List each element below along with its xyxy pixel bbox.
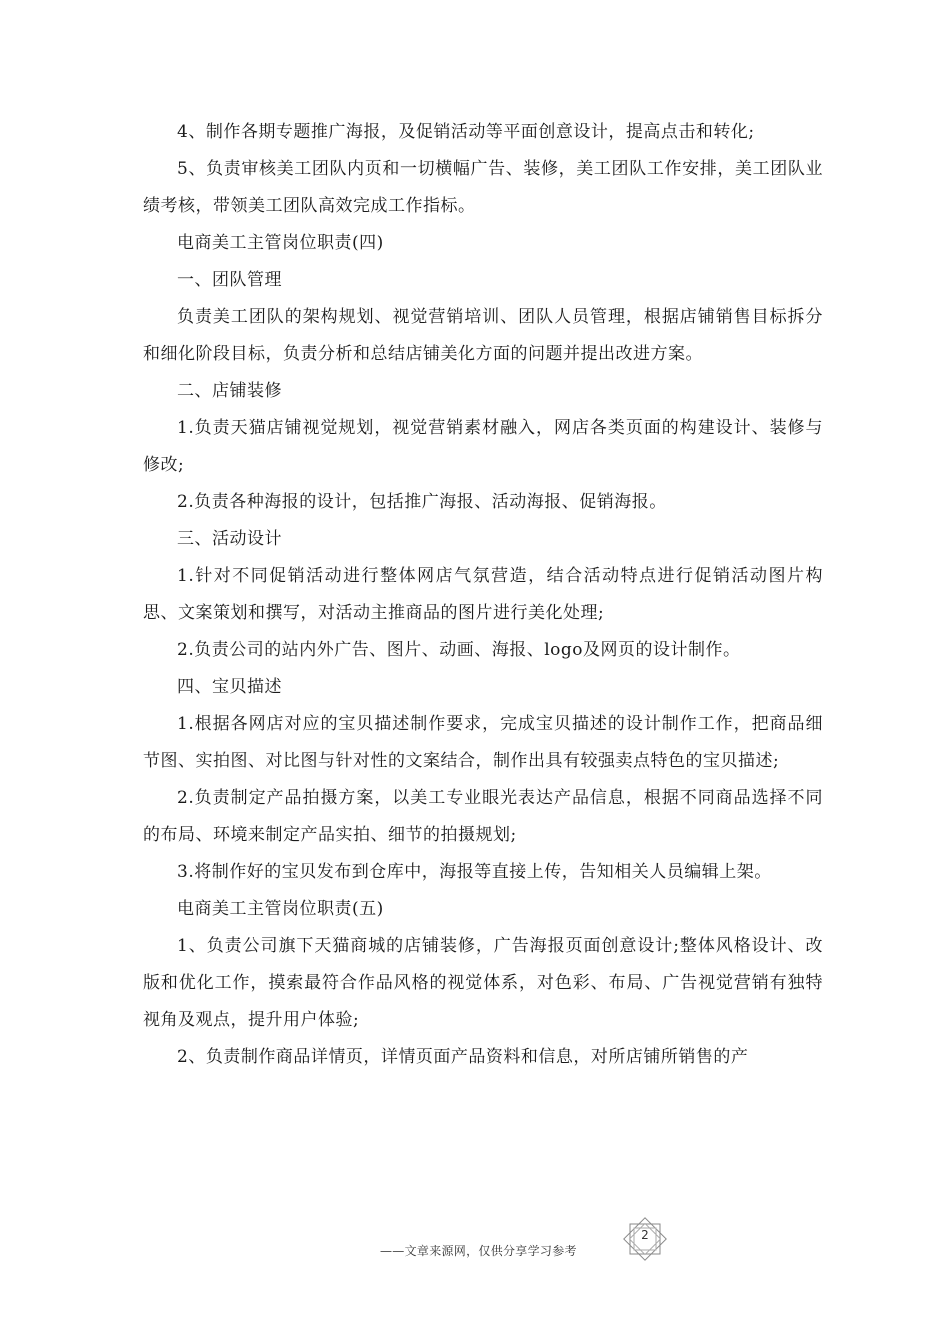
page-number-badge <box>620 1214 670 1264</box>
paragraph: 2.负责各种海报的设计，包括推广海报、活动海报、促销海报。 <box>177 492 667 512</box>
paragraph: 4、制作各期专题推广海报，及促销活动等平面创意设计，提高点击和转化; <box>177 122 755 142</box>
paragraph: 3.将制作好的宝贝发布到仓库中，海报等直接上传，告知相关人员编辑上架。 <box>177 862 772 882</box>
subsection-heading: 二、店铺装修 <box>177 381 282 401</box>
body-text <box>143 114 823 1076</box>
subsection-heading: 一、团队管理 <box>177 270 282 290</box>
paragraph: 5、负责审核美工团队内页和一切横幅广告、装修，美工团队工作安排，美工团队业绩考核，带领美工团队高效完成工作指标。 <box>143 159 823 216</box>
paragraph: 2、负责制作商品详情页，详情页面产品资料和信息，对所店铺所销售的产 <box>177 1047 749 1067</box>
paragraph: 2.负责公司的站内外广告、图片、动画、海报、logo及网页的设计制作。 <box>177 640 741 660</box>
section-heading: 电商美工主管岗位职责(四) <box>177 233 384 253</box>
paragraph: 2.负责制定产品拍摄方案，以美工专业眼光表达产品信息，根据不同商品选择不同的布局、环境来制定产品实拍、细节的拍摄规划; <box>143 788 823 845</box>
paragraph: 1.根据各网店对应的宝贝描述制作要求，完成宝贝描述的设计制作工作，把商品细节图、实拍图、对比图与针对性的文案结合，制作出具有较强卖点特色的宝贝描述; <box>143 714 823 771</box>
subsection-heading: 三、活动设计 <box>177 529 282 549</box>
paragraph: 1.针对不同促销活动进行整体网店气氛营造，结合活动特点进行促销活动图片构思、文案策划和撰写，对活动主推商品的图片进行美化处理; <box>143 566 823 623</box>
section-heading: 电商美工主管岗位职责(五) <box>177 899 384 919</box>
footer-source-text: ——文章来源网，仅供分享学习参考 <box>380 1244 577 1258</box>
subsection-heading: 四、宝贝描述 <box>177 677 282 697</box>
page-number: 2 <box>641 1228 649 1242</box>
paragraph: 1.负责天猫店铺视觉规划，视觉营销素材融入，网店各类页面的构建设计、装修与修改; <box>143 418 823 475</box>
paragraph: 1、负责公司旗下天猫商城的店铺装修，广告海报页面创意设计;整体风格设计、改版和优化工作，摸索最符合作品风格的视觉体系，对色彩、布局、广告视觉营销有独特视角及观点，提升用户体验; <box>143 936 823 1030</box>
page-footer <box>0 1212 950 1272</box>
paragraph: 负责美工团队的架构规划、视觉营销培训、团队人员管理，根据店铺销售目标拆分和细化阶段目标，负责分析和总结店铺美化方面的问题并提出改进方案。 <box>143 307 823 364</box>
